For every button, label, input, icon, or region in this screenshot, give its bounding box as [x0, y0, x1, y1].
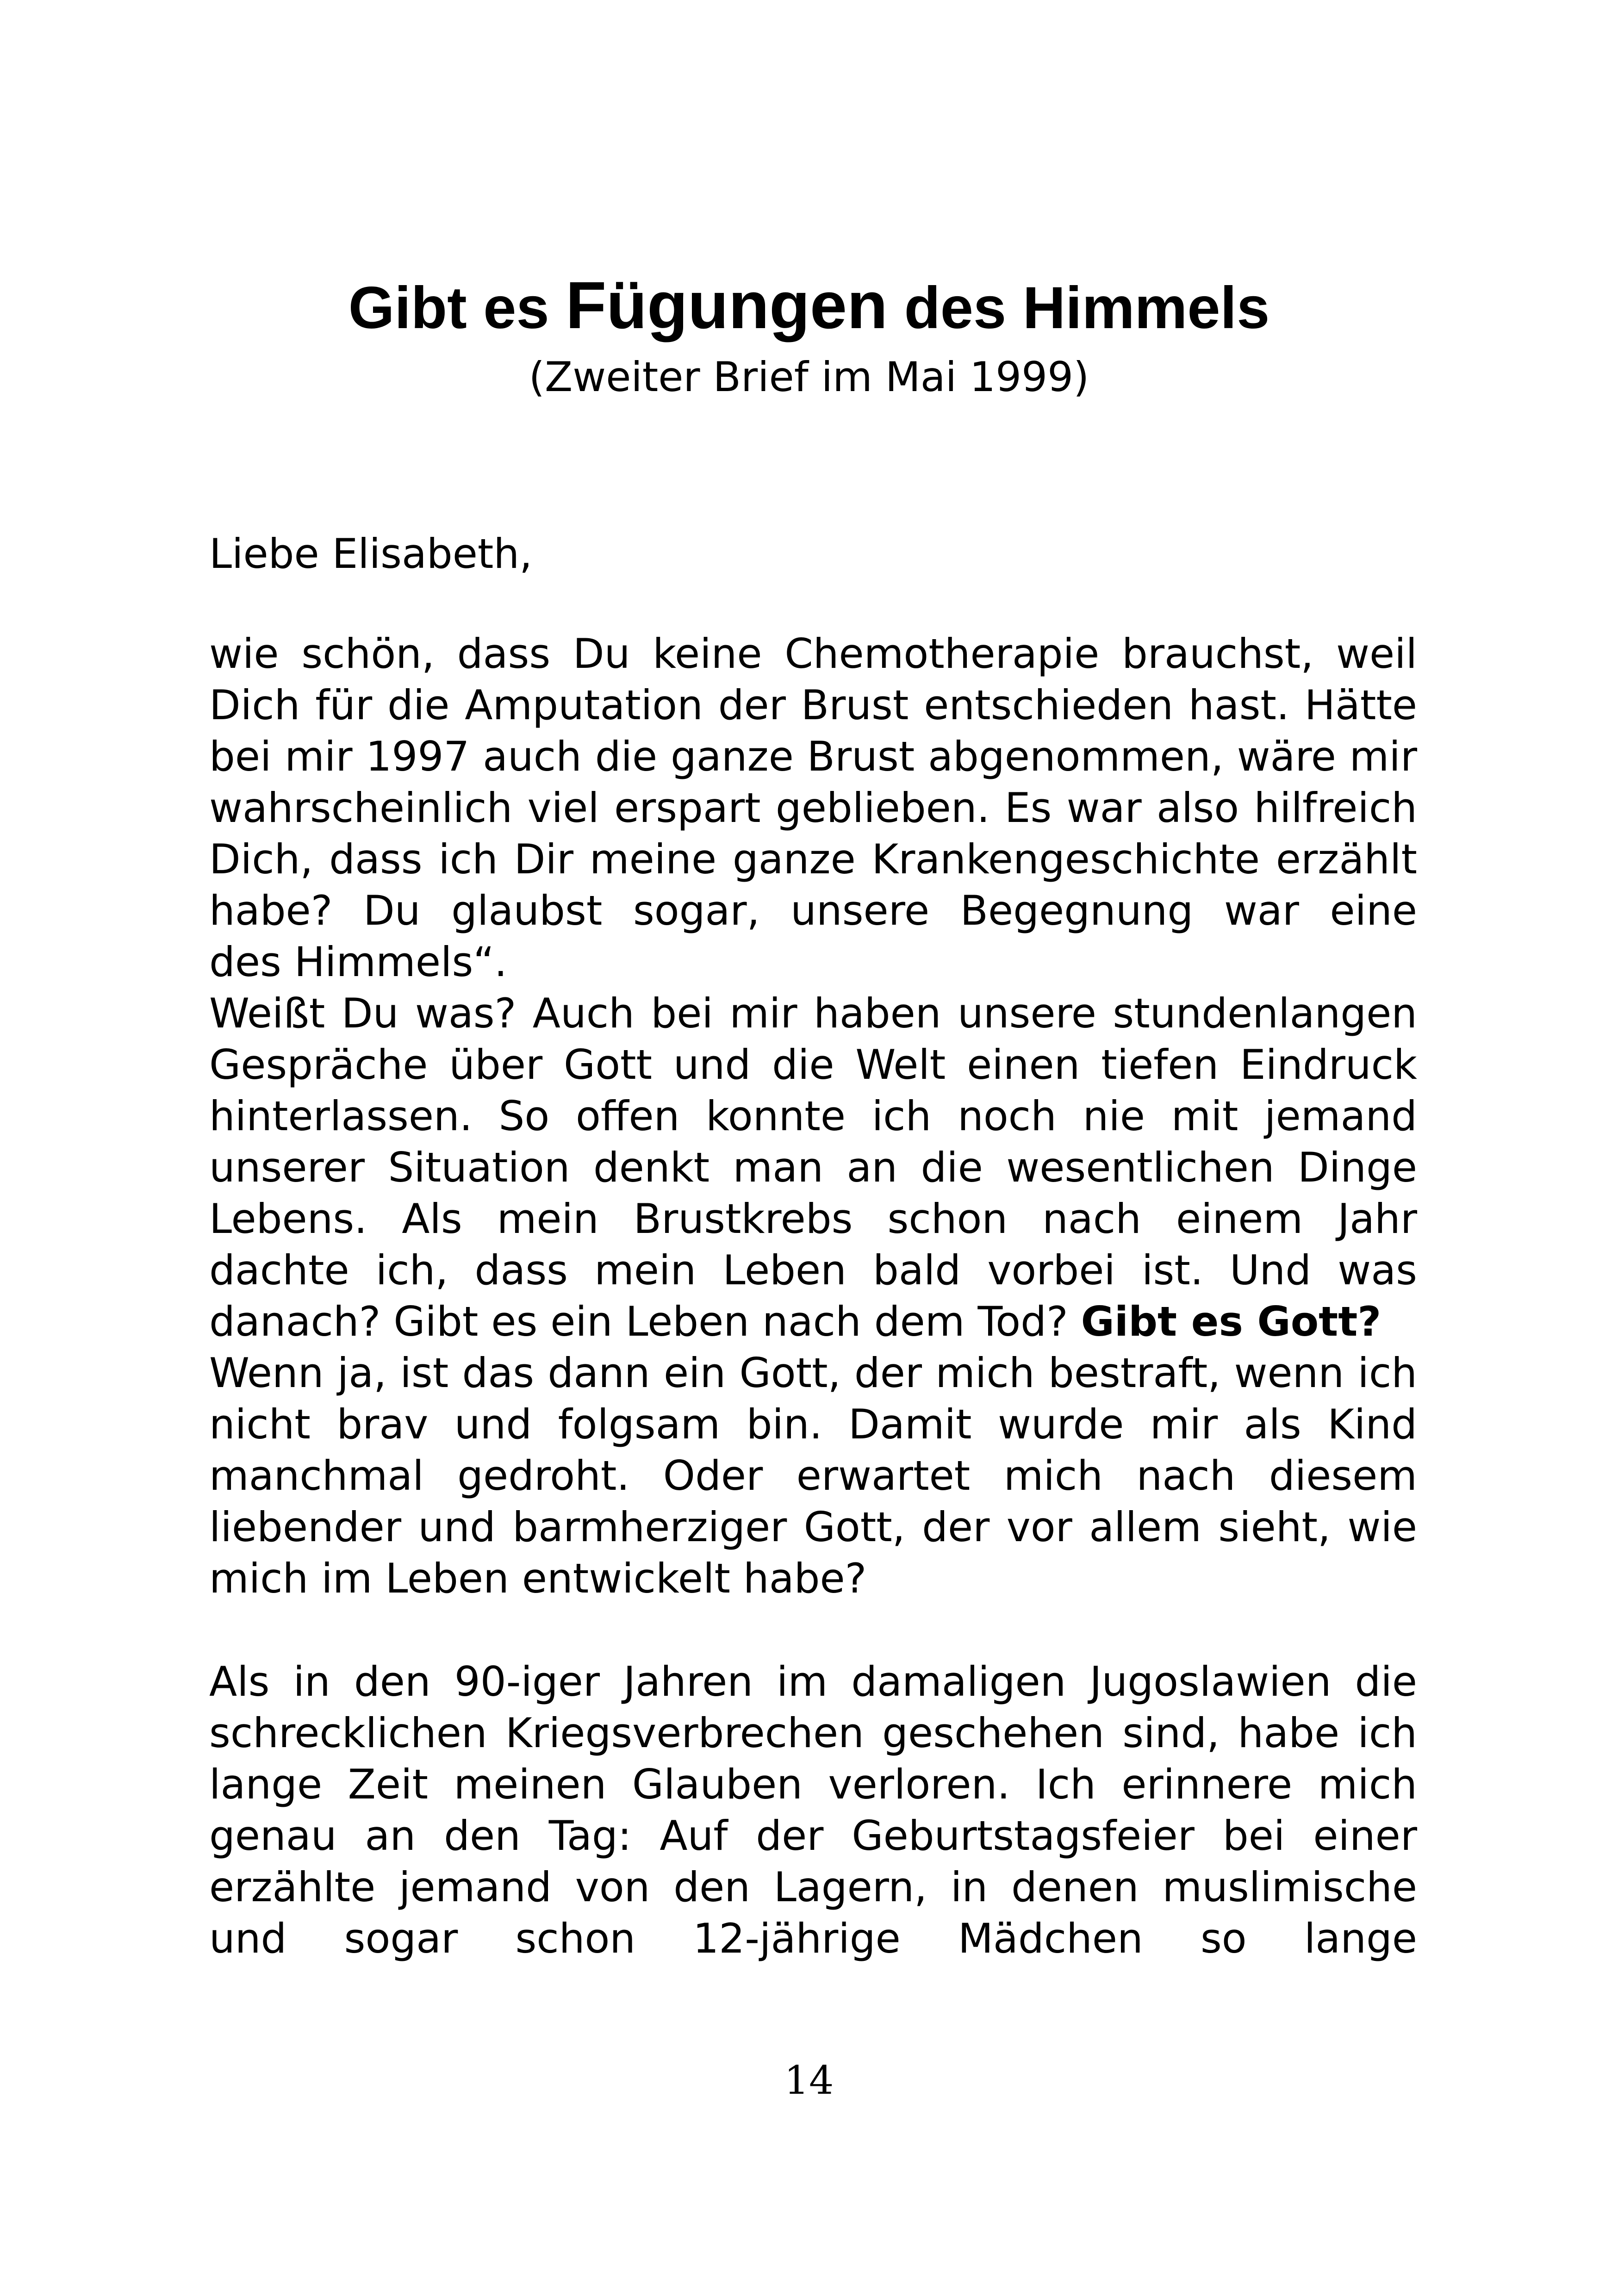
- paragraph-line: Dich, dass ich Dir meine ganze Krankengeschichte erzählt: [209, 835, 1417, 883]
- page-title: [0, 268, 1618, 343]
- paragraph-line: Gespräche über Gott und die Welt einen tiefen Eindruck: [209, 1041, 1417, 1089]
- paragraph-line: Als in den 90-iger Jahren im damaligen Jugoslawien die: [209, 1658, 1417, 1705]
- paragraph-line: schrecklichen Kriegsverbrechen geschehen sind, habe ich: [209, 1709, 1417, 1757]
- paragraph-line: habe? Du glaubst sogar, unsere Begegnung war eine: [209, 887, 1417, 934]
- title-part-2: Fügungen: [566, 268, 888, 342]
- paragraph-line: liebender und barmherziger Gott, der vor allem sieht, wie: [209, 1503, 1417, 1551]
- paragraph-line: unserer Situation denkt man an die wesentlichen Dinge: [209, 1144, 1417, 1191]
- paragraph-line: Weißt Du was? Auch bei mir haben unsere stundenlangen: [209, 989, 1417, 1037]
- paragraph-line: erzählte jemand von den Lagern, in denen muslimische: [209, 1863, 1417, 1911]
- paragraph-line: wie schön, dass Du keine Chemotherapie brauchst, weil: [209, 630, 1417, 678]
- paragraph-line: genau an den Tag: Auf der Geburtstagsfeier bei einer: [209, 1812, 1417, 1860]
- paragraph-line: des Himmels“.: [209, 938, 507, 986]
- paragraph-line: manchmal gedroht. Oder erwartet mich nach diesem: [209, 1452, 1417, 1500]
- paragraph-line: bei mir 1997 auch die ganze Brust abgenommen, wäre mir: [209, 733, 1417, 780]
- paragraph-line: wahrscheinlich viel erspart geblieben. Es war also hilfreich: [209, 784, 1417, 832]
- paragraph-1: [209, 628, 1417, 1604]
- line-normal-text: danach? Gibt es ein Leben nach dem Tod?: [209, 1298, 1081, 1345]
- paragraph-2: [209, 1656, 1417, 1964]
- page-subtitle: (Zweiter Brief im Mai 1999): [529, 353, 1089, 401]
- paragraph-line: hinterlassen. So offen konnte ich noch nie mit jemand: [209, 1092, 1417, 1140]
- title-part-1: Gibt es: [348, 275, 566, 341]
- emphasis-question: Gibt es Gott?: [1081, 1298, 1382, 1345]
- paragraph-line: dachte ich, dass mein Leben bald vorbei ist. Und was: [209, 1246, 1417, 1294]
- paragraph-line: mich im Leben entwickelt habe?: [209, 1555, 867, 1602]
- salutation: Liebe Elisabeth,: [209, 530, 533, 578]
- paragraph-line: Wenn ja, ist das dann ein Gott, der mich bestraft, wenn ich: [209, 1349, 1417, 1397]
- title-part-3: des Himmels: [888, 275, 1270, 341]
- paragraph-line: lange Zeit meinen Glauben verloren. Ich erinnere mich: [209, 1761, 1417, 1808]
- paragraph-line: Lebens. Als mein Brustkrebs schon nach einem Jahr: [209, 1195, 1417, 1243]
- paragraph-line: Dich für die Amputation der Brust entschieden hast. Hätte: [209, 681, 1417, 729]
- paragraph-line-mixed: [209, 1296, 1417, 1347]
- page-number: 14: [784, 2058, 834, 2103]
- paragraph-line: und sogar schon 12-jährige Mädchen so lange: [209, 1915, 1417, 1962]
- paragraph-line: nicht brav und folgsam bin. Damit wurde mir als Kind: [209, 1400, 1417, 1448]
